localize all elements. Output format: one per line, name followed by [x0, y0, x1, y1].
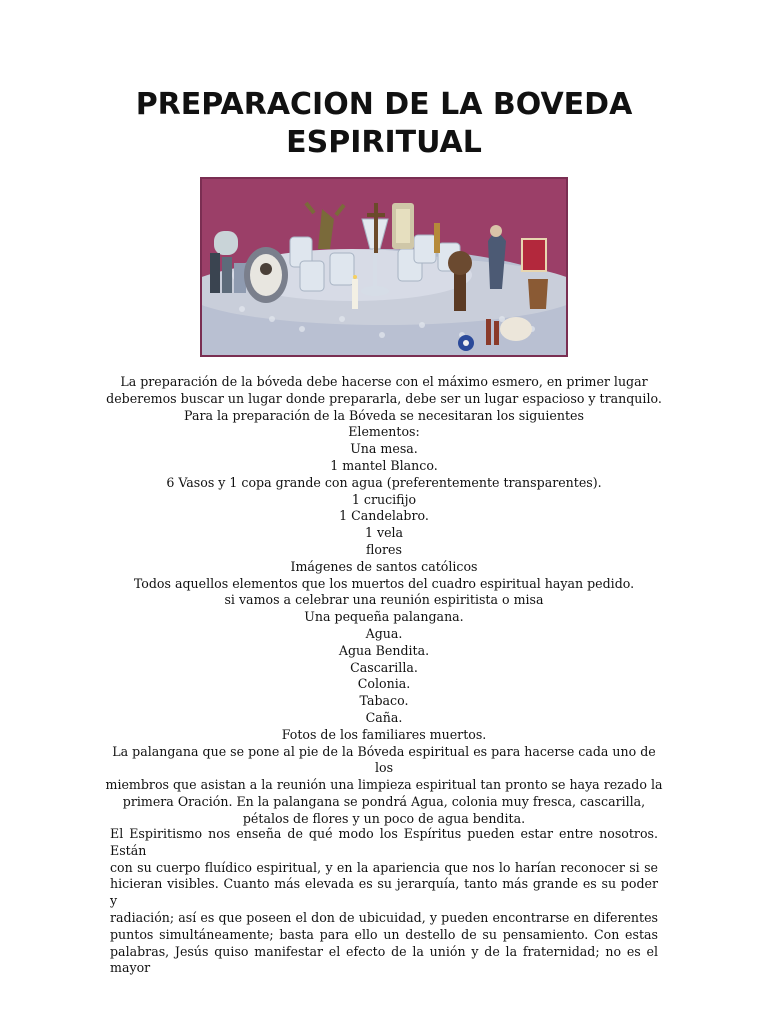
text-line: radiación; así es que poseen el don de ubicuidad, y pueden encontrarse en diferentes: [110, 909, 658, 925]
list-item: Caña.: [365, 709, 403, 725]
body-paragraph: [110, 826, 658, 977]
list-item: Agua.: [365, 625, 403, 641]
list-item: Fotos de los familiares muertos.: [281, 726, 487, 742]
text-line: puntos simultáneamente; basta para ello un destello de su pensamiento. Con estas: [110, 926, 658, 942]
altar-photo: [200, 177, 568, 357]
document-title: [0, 86, 768, 162]
list-item: Tabaco.: [359, 693, 409, 709]
list-item: 1 vela: [364, 525, 404, 541]
list-item: 1 crucifijo: [351, 491, 417, 507]
altar-illustration: [202, 179, 566, 355]
text-line: La palangana que se pone al pie de la Bóveda espiritual es para hacerse cada uno de los: [112, 743, 656, 776]
text-line: Elementos:: [348, 424, 420, 440]
title-line-1: PREPARACION DE LA BOVEDA: [135, 87, 633, 122]
text-line: con su cuerpo fluídico espiritual, y en la apariencia que nos lo harían reconocer si se: [110, 859, 658, 875]
list-item: Cascarilla.: [350, 659, 418, 675]
text-line: hicieran visibles. Cuanto más elevada es su jerarquía, tanto más grande es su poder y: [110, 876, 658, 909]
list-item: flores: [366, 541, 402, 557]
title-line-2: ESPIRITUAL: [286, 125, 482, 160]
list-item: 1 mantel Blanco.: [330, 457, 438, 473]
text-line: miembros que asistan a la reunión una limpieza espiritual tan pronto se haya rezado la: [105, 777, 663, 793]
list-item: Todos aquellos elementos que los muertos del cuadro espiritual hayan pedido.: [133, 575, 635, 591]
text-line: pétalos de flores y un poco de agua bendita.: [242, 810, 526, 826]
list-item: 6 Vasos y 1 copa grande con agua (preferentemente transparentes).: [166, 474, 602, 490]
text-line: El Espiritismo nos enseña de qué modo los Espíritus pueden estar entre nosotros. Están: [110, 826, 658, 858]
text-line: Para la preparación de la Bóveda se necesitaran los siguientes: [184, 407, 584, 423]
list-item: Una mesa.: [350, 441, 418, 457]
text-line: La preparación de la bóveda debe hacerse con el máximo esmero, en primer lugar: [120, 374, 648, 389]
list-item: Una pequeña palangana.: [304, 609, 464, 625]
text-line: palabras, Jesús quiso manifestar el efecto de la unión y de la fraternidad; no es el mayor: [110, 943, 658, 976]
text-line: deberemos buscar un lugar donde prepararla, debe ser un lugar espacioso y tranquilo.: [106, 390, 662, 406]
list-item: Colonia.: [357, 676, 411, 692]
list-item: si vamos a celebrar una reunión espiritista o misa: [224, 592, 544, 608]
intro-text: [104, 374, 664, 828]
list-item: Imágenes de santos católicos: [290, 558, 478, 574]
list-item: 1 Candelabro.: [339, 508, 429, 524]
list-item: Agua Bendita.: [338, 642, 430, 658]
text-line: primera Oración. En la palangana se pondrá Agua, colonia muy fresca, cascarilla,: [122, 793, 646, 809]
